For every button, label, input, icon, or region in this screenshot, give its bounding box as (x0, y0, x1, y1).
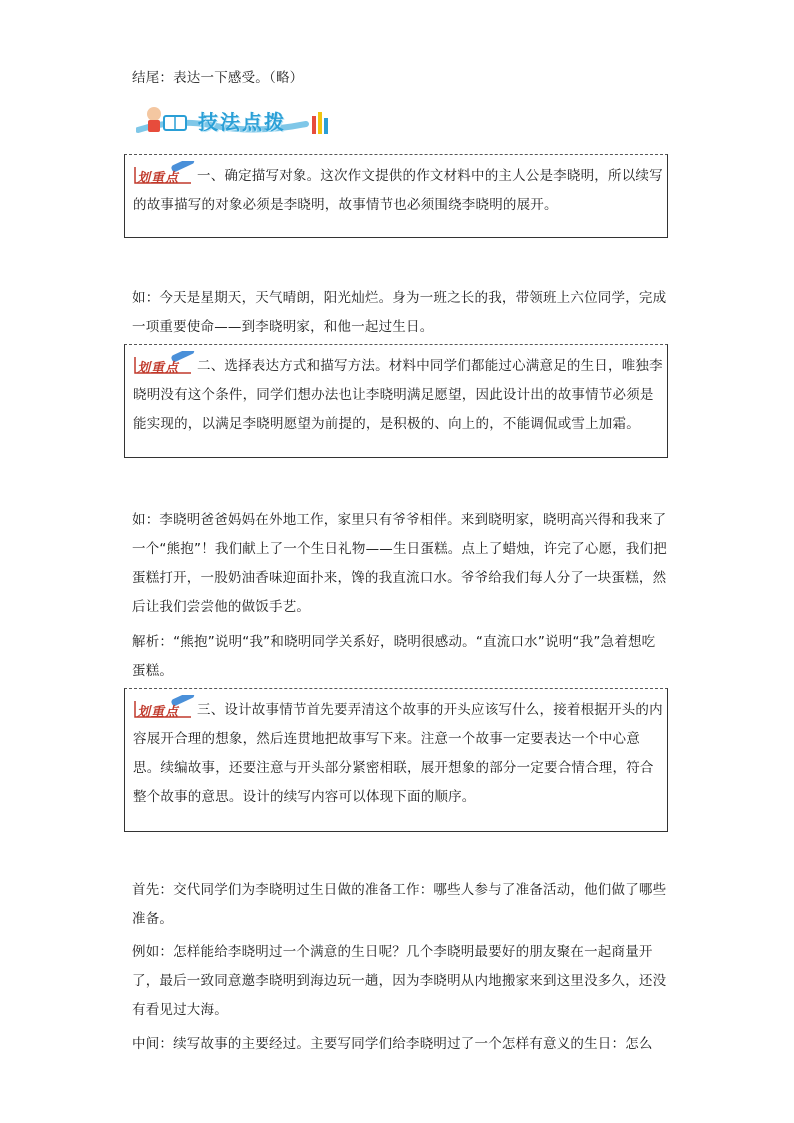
banner-title: 技法点拨 (198, 110, 286, 134)
intro-line: 结尾：表达一下感受。（略） (132, 70, 304, 86)
key-point-box-3 (124, 688, 668, 832)
box-text: 三、设计故事情节首先要弄清这个故事的开头应该写什么，接着根据开头的内容展开合理的想象，然后连贯地把故事写下来。注意一个故事一定要表达一个中心意思。续编故事，还要注意与开头部分紧密相联，展开想象的部分一定要合情合理，符合整个故事的意思。设计的续写内容可以体现下面的顺序。 (133, 702, 663, 805)
key-point-badge (133, 161, 197, 185)
badge-label: 划重点 (137, 361, 180, 376)
key-point-badge (133, 695, 197, 719)
analysis-paragraph: 解析：“熊抱”说明“我”和晓明同学关系好，晓明很感动。“直流口水”说明“我”急着想吃蛋糕。 (132, 634, 656, 679)
first-step-paragraph: 首先：交代同学们为李晓明过生日做的准备工作：哪些人参与了准备活动，他们做了哪些准备。 (132, 882, 667, 927)
badge-label: 划重点 (137, 171, 180, 186)
badge-label: 划重点 (137, 705, 180, 720)
key-point-badge (133, 351, 197, 375)
example-paragraph-1: 如：今天是星期天，天气晴朗，阳光灿烂。身为一班之长的我，带领班上六位同学，完成一项重要使命——到李晓明家，和他一起过生日。 (132, 290, 667, 335)
box-text: 一、确定描写对象。这次作文提供的作文材料中的主人公是李晓明，所以续写的故事描写的对象必须是李晓明，故事情节也必须围绕李晓明的展开。 (133, 168, 663, 213)
key-point-box-2 (124, 344, 668, 458)
technique-banner (136, 100, 336, 142)
key-point-box-1 (124, 154, 668, 238)
box-text: 二、选择表达方式和描写方法。材料中同学们都能过心满意足的生日，唯独李晓明没有这个条件，同学们想办法也让李晓明满足愿望，因此设计出的故事情节必须是能实现的，以满足李晓明愿望为前提的，是积极的、向上的，不能调侃或雪上加霜。 (133, 358, 663, 432)
example-paragraph-2: 如：李晓明爸爸妈妈在外地工作，家里只有爷爷相伴。来到晓明家，晓明高兴得和我来了一个“熊抱”！我们献上了一个生日礼物——生日蛋糕。点上了蜡烛，许完了心愿，我们把蛋糕打开，一股奶油香味迎面扑来，馋的我直流口水。爷爷给我们每人分了一块蛋糕，然后让我们尝尝他的做饭手艺。 (132, 512, 667, 615)
example-paragraph-3: 例如：怎样能给李晓明过一个满意的生日呢？几个李晓明最要好的朋友聚在一起商量开了，最后一致同意邀李晓明到海边玩一趟，因为李晓明从内地搬家来到这里没多久，还没有看见过大海。 (132, 944, 667, 1018)
middle-step-paragraph: 中间：续写故事的主要经过。主要写同学们给李晓明过了一个怎样有意义的生日：怎么 (132, 1036, 653, 1052)
